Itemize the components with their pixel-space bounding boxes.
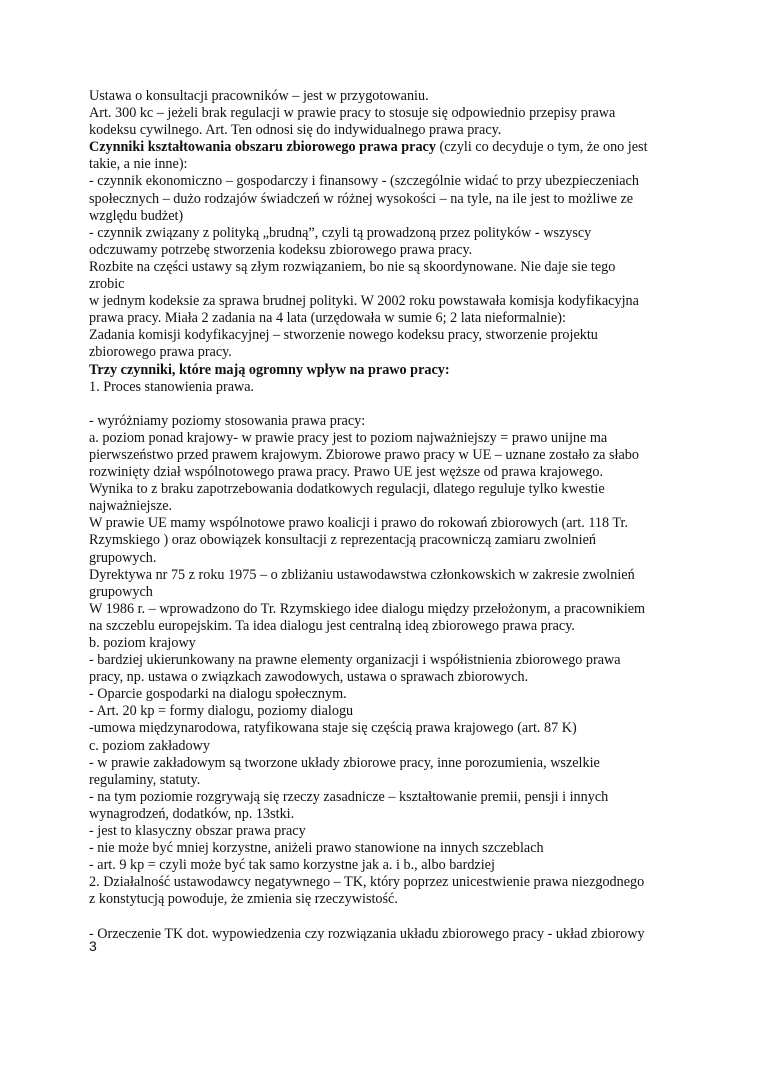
heading-continuation: (czyli co decyduje o tym, że ono jest [435,139,648,156]
text-line: - jest to klasyczny obszar prawa pracy [89,823,306,840]
text-line: - Orzeczenie TK dot. wypowiedzenia czy rozwiązania układu zbiorowego pracy - układ zbiorowy [89,925,645,942]
text-line: Zadania komisji kodyfikacyjnej – stworzenie nowego kodeksu pracy, stworzenie projektu [89,327,598,344]
text-line: Rzymskiego ) oraz obowiązek konsultacji z reprezentacją pracowniczą zamiaru zwolnień [89,532,596,549]
text-line: - czynnik związany z polityką „brudną”, czyli tą prowadzoną przez polityków - wszyscy [89,224,592,241]
text-line: Art. 300 kc – jeżeli brak regulacji w prawie pracy to stosuje się odpowiednio przepisy prawa [89,105,616,122]
text-line: takie, a nie inne): [89,156,188,173]
text-line: pracy, np. ustawa o związkach zawodowych, ustawa o sprawach zbiorowych. [89,669,529,686]
text-line: - nie może być mniej korzystne, aniżeli prawo stanowione na innych szczeblach [89,840,544,857]
text-line: zbiorowego prawa pracy. [89,344,232,361]
text-line: Ustawa o konsultacji pracowników – jest w przygotowaniu. [89,88,429,104]
text-line: 2. Działalność ustawodawcy negatywnego – TK, który poprzez unicestwienie prawa niezgodnego [89,874,645,891]
text-line: grupowych [89,583,153,600]
text-line: z konstytucją powoduje, że zmienia się rzeczywistość. [89,891,398,908]
text-line [89,396,689,413]
text-line: wynagrodzeń, dodatków, np. 13stki. [89,805,295,822]
text-line: społecznych – dużo rodzajów świadczeń w różnej wysokości – na tyle, na ile jest to możliwe ze [89,190,634,207]
text-line: regulaminy, statuty. [89,771,201,788]
text-line: w jednym kodeksie za sprawa brudnej polityki. W 2002 roku powstawała komisja kodyfikacyjna [89,293,639,310]
text-line: prawa pracy. Miała 2 zadania na 4 lata (urzędowała w sumie 6; 2 lata nieformalnie): [89,310,566,327]
text-line: Wynika to z braku zapotrzebowania dodatkowych regulacji, dlatego reguluje tylko kwestie [89,481,605,498]
bold-heading: Trzy czynniki, które mają ogromny wpływ na prawo pracy: [89,361,450,378]
text-line: -umowa międzynarodowa, ratyfikowana staje się częścią prawa krajowego (art. 87 K) [89,720,577,737]
text-line: - Oparcie gospodarki na dialogu społecznym. [89,686,347,703]
bold-heading: Czynniki kształtowania obszaru zbiorowego prawa pracy [89,139,436,156]
document-body-text [89,88,689,943]
text-line: - Art. 20 kp = formy dialogu, poziomy dialogu [89,703,354,720]
text-line: rozwinięty dział wspólnotowego prawa pracy. Prawo UE jest węższe od prawa krajowego. [89,464,603,481]
text-line: a. poziom ponad krajowy- w prawie pracy jest to poziom najważniejszy = prawo unijne ma [89,429,608,446]
text-line: - bardziej ukierunkowany na prawne elementy organizacji i współistnienia zbiorowego prawa [89,652,621,669]
text-line: pierwszeństwo przed prawem krajowym. Zbiorowe prawo pracy w UE – uznane zostało za słabo [89,446,639,463]
text-line: zrobic [89,276,125,293]
page-number: 3 [89,938,97,954]
text-line: c. poziom zakładowy [89,737,210,754]
text-line: - w prawie zakładowym są tworzone układy zbiorowe pracy, inne porozumienia, wszelkie [89,754,600,771]
text-line [89,362,689,379]
text-line: W 1986 r. – wprowadzono do Tr. Rzymskiego idee dialogu między przełożonym, a pracownikiem [89,600,646,617]
text-line: 1. Proces stanowienia prawa. [89,378,255,395]
text-line: grupowych. [89,549,157,566]
text-line: b. poziom krajowy [89,635,196,651]
text-line: względu budżet) [89,207,184,224]
text-line: Dyrektywa nr 75 z roku 1975 – o zbliżaniu ustawodawstwa członkowskich w zakresie zwolnień [89,566,635,583]
text-line: Rozbite na części ustawy są złym rozwiązaniem, bo nie są skoordynowane. Nie daje sie tego [89,258,616,275]
text-line [89,139,689,156]
text-line: kodeksu cywilnego. Art. Ten odnosi się do indywidualnego prawa pracy. [89,122,502,139]
text-line: - na tym poziomie rozgrywają się rzeczy zasadnicze – kształtowanie premii, pensji i innych [89,788,609,805]
text-line: - wyróżniamy poziomy stosowania prawa pracy: [89,412,366,429]
text-line: - czynnik ekonomiczno – gospodarczy i finansowy - (szczególnie widać to przy ubezpieczeniach [89,173,639,190]
text-line: W prawie UE mamy wspólnotowe prawo koalicji i prawo do rokowań zbiorowych (art. 118 Tr. [89,515,629,532]
text-line: odczuwamy potrzebę stworzenia kodeksu zbiorowego prawa pracy. [89,241,473,258]
text-line: - art. 9 kp = czyli może być tak samo korzystne jak a. i b., albo bardziej [89,857,495,874]
text-line [89,909,689,926]
text-line: na szczeblu europejskim. Ta idea dialogu jest centralną ideą zbiorowego prawa pracy. [89,617,575,634]
text-line: najważniejsze. [89,498,173,515]
